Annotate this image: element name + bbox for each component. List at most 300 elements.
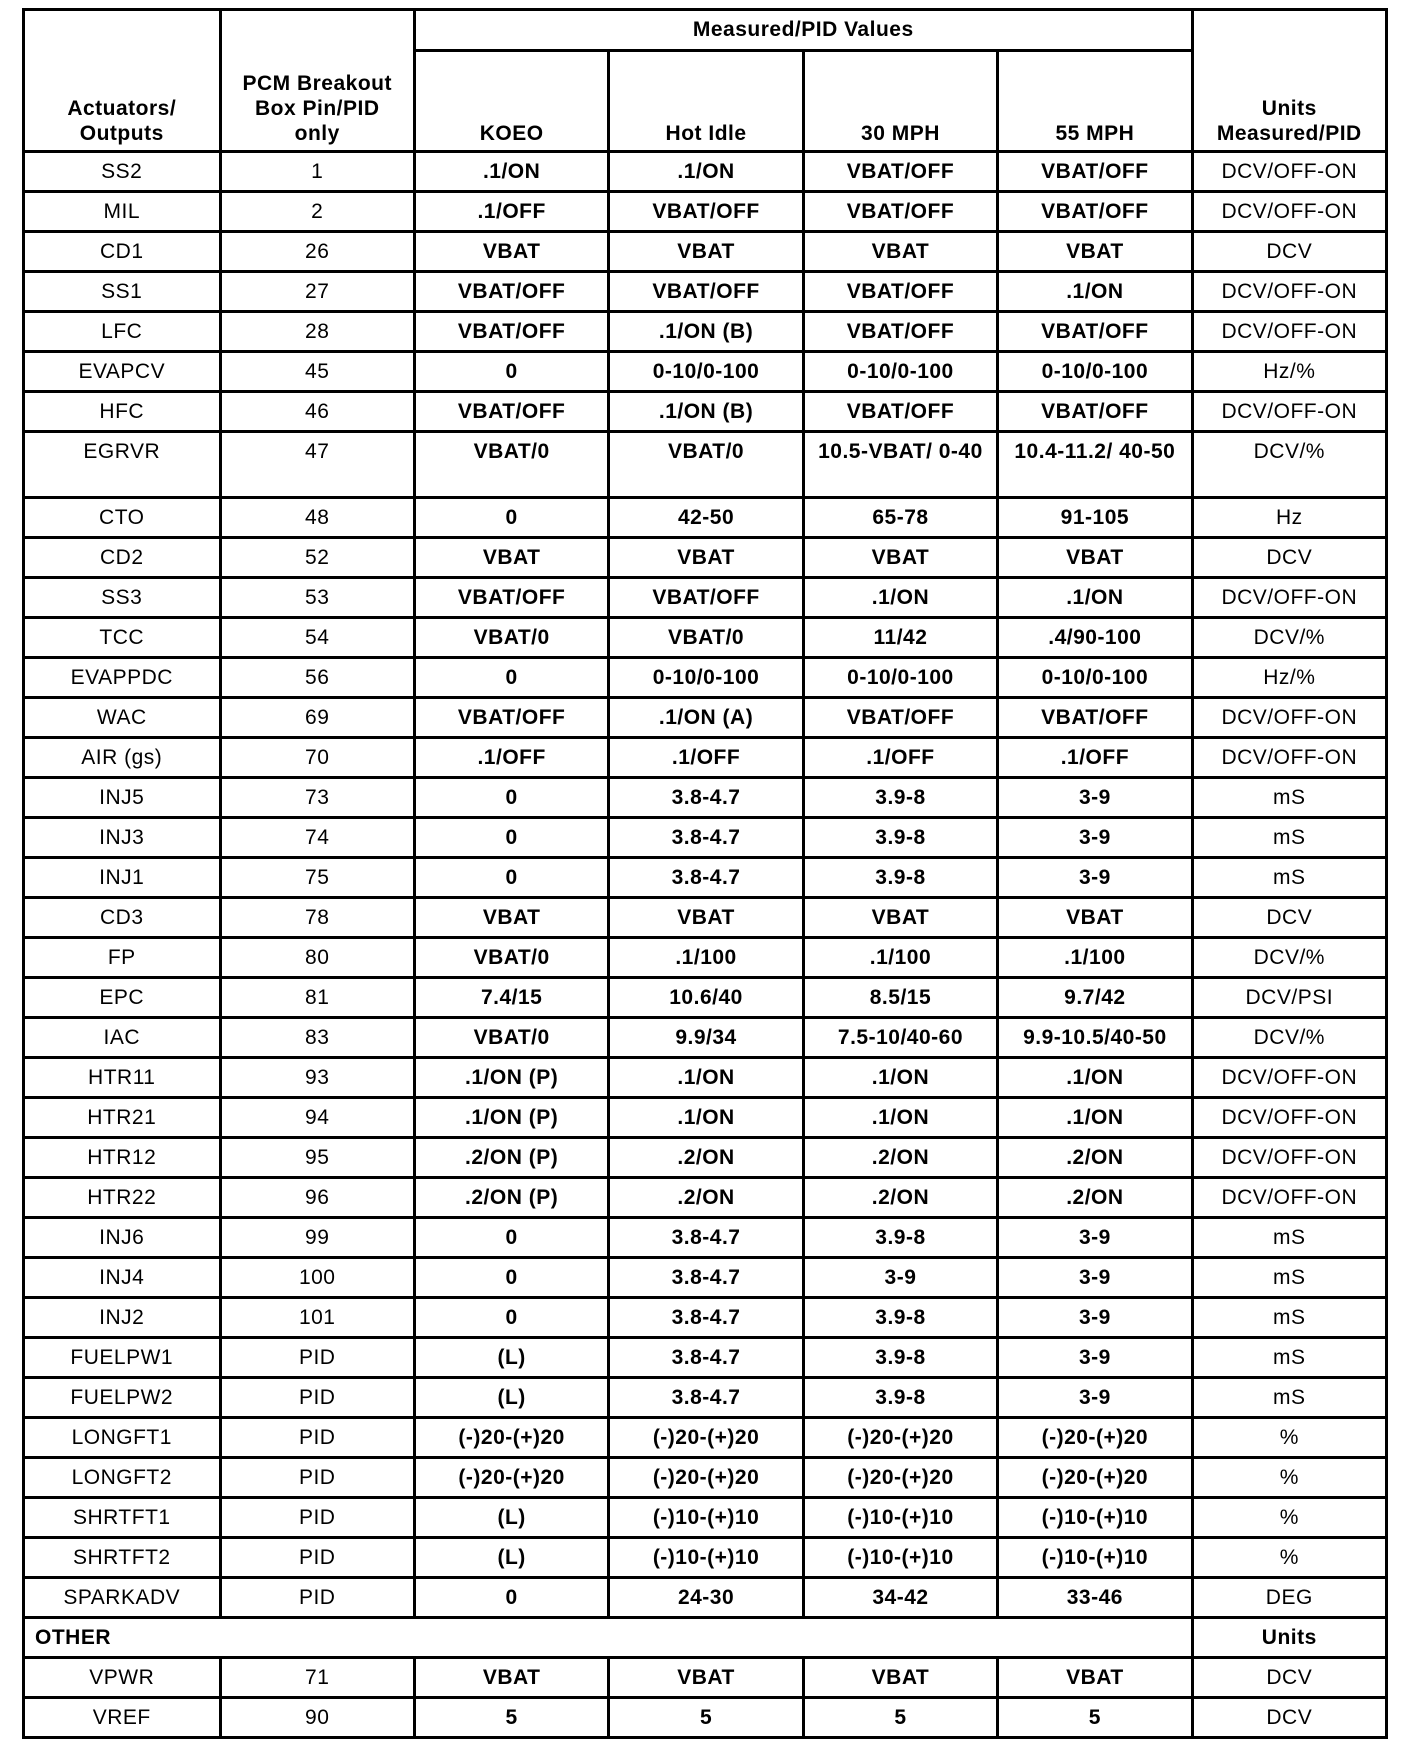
cell-pin: 95 [220, 1138, 414, 1178]
cell-55-mph: .1/OFF [998, 738, 1192, 778]
cell-30-mph: 10.5-VBAT/ 0-40 [803, 432, 997, 498]
table-row [24, 1538, 1387, 1578]
table-row [24, 352, 1387, 392]
cell-actuator: AIR (gs) [24, 738, 221, 778]
cell-actuator: WAC [24, 698, 221, 738]
cell-55-mph: VBAT [998, 232, 1192, 272]
cell-koeo: VBAT/OFF [414, 392, 608, 432]
table-row [24, 938, 1387, 978]
cell-30-mph: 3.9-8 [803, 858, 997, 898]
cell-55-mph: 0-10/0-100 [998, 352, 1192, 392]
cell-units: mS [1192, 858, 1386, 898]
cell-hot-idle: VBAT [609, 232, 803, 272]
cell-pin: 96 [220, 1178, 414, 1218]
cell-koeo: VBAT/OFF [414, 312, 608, 352]
cell-pin: 1 [220, 152, 414, 192]
table-row [24, 1058, 1387, 1098]
cell-actuator: HFC [24, 392, 221, 432]
cell-pin: 80 [220, 938, 414, 978]
table-row [24, 1658, 1387, 1698]
cell-30-mph: VBAT [803, 898, 997, 938]
cell-55-mph: 3-9 [998, 1338, 1192, 1378]
cell-units: mS [1192, 1378, 1386, 1418]
table-row [24, 392, 1387, 432]
table-row [24, 538, 1387, 578]
table-header [24, 10, 1387, 152]
cell-koeo: 0 [414, 858, 608, 898]
cell-actuator: EVAPPDC [24, 658, 221, 698]
cell-koeo: VBAT [414, 898, 608, 938]
cell-hot-idle: 3.8-4.7 [609, 778, 803, 818]
table-row [24, 738, 1387, 778]
cell-30-mph: (-)20-(+)20 [803, 1418, 997, 1458]
table-row [24, 1018, 1387, 1058]
cell-actuator: MIL [24, 192, 221, 232]
cell-units: DEG [1192, 1578, 1386, 1618]
cell-units: DCV/OFF-ON [1192, 192, 1386, 232]
cell-pin: 71 [220, 1658, 414, 1698]
cell-30-mph: VBAT [803, 232, 997, 272]
cell-30-mph: 11/42 [803, 618, 997, 658]
table-row [24, 152, 1387, 192]
table-row [24, 232, 1387, 272]
cell-55-mph: 0-10/0-100 [998, 658, 1192, 698]
header-55-mph: 55 MPH [998, 51, 1192, 152]
table-row [24, 1338, 1387, 1378]
header-30-mph: 30 MPH [803, 51, 997, 152]
cell-actuator: INJ2 [24, 1298, 221, 1338]
cell-30-mph: 65-78 [803, 498, 997, 538]
cell-30-mph: 3.9-8 [803, 818, 997, 858]
cell-koeo: (L) [414, 1338, 608, 1378]
cell-55-mph: (-)20-(+)20 [998, 1418, 1192, 1458]
table-row [24, 272, 1387, 312]
cell-units: DCV/OFF-ON [1192, 578, 1386, 618]
cell-units: % [1192, 1458, 1386, 1498]
other-label: OTHER [24, 1618, 1193, 1658]
cell-actuator: LONGFT2 [24, 1458, 221, 1498]
cell-koeo: VBAT/0 [414, 432, 608, 498]
cell-pin: 53 [220, 578, 414, 618]
cell-units: % [1192, 1538, 1386, 1578]
cell-actuator: HTR11 [24, 1058, 221, 1098]
cell-pin: 99 [220, 1218, 414, 1258]
cell-units: DCV/OFF-ON [1192, 1178, 1386, 1218]
cell-koeo: (L) [414, 1538, 608, 1578]
cell-55-mph: .2/ON [998, 1178, 1192, 1218]
cell-pin: PID [220, 1498, 414, 1538]
cell-koeo: 0 [414, 352, 608, 392]
cell-55-mph: 10.4-11.2/ 40-50 [998, 432, 1192, 498]
cell-hot-idle: 5 [609, 1698, 803, 1738]
cell-pin: 26 [220, 232, 414, 272]
cell-pin: 27 [220, 272, 414, 312]
cell-55-mph: .1/100 [998, 938, 1192, 978]
pcm-reference-table [22, 8, 1388, 1739]
cell-30-mph: .1/ON [803, 578, 997, 618]
cell-pin: PID [220, 1458, 414, 1498]
cell-koeo: VBAT/0 [414, 618, 608, 658]
cell-pin: 73 [220, 778, 414, 818]
table-row [24, 658, 1387, 698]
cell-units: DCV/OFF-ON [1192, 152, 1386, 192]
cell-hot-idle: VBAT [609, 1658, 803, 1698]
cell-units: mS [1192, 818, 1386, 858]
cell-koeo: 0 [414, 1218, 608, 1258]
table-row [24, 1298, 1387, 1338]
cell-actuator: EGRVR [24, 432, 221, 498]
cell-pin: 78 [220, 898, 414, 938]
cell-hot-idle: .1/OFF [609, 738, 803, 778]
cell-units: DCV/% [1192, 432, 1386, 498]
cell-55-mph: .4/90-100 [998, 618, 1192, 658]
table-row [24, 818, 1387, 858]
cell-actuator: IAC [24, 1018, 221, 1058]
cell-55-mph: VBAT/OFF [998, 192, 1192, 232]
cell-hot-idle: 3.8-4.7 [609, 1338, 803, 1378]
cell-koeo: (L) [414, 1498, 608, 1538]
cell-30-mph: 3-9 [803, 1258, 997, 1298]
cell-units: DCV/% [1192, 618, 1386, 658]
table-row [24, 1218, 1387, 1258]
cell-hot-idle: 24-30 [609, 1578, 803, 1618]
cell-55-mph: .1/ON [998, 1058, 1192, 1098]
cell-koeo: .1/ON [414, 152, 608, 192]
cell-hot-idle: VBAT/0 [609, 432, 803, 498]
cell-hot-idle: .1/ON (A) [609, 698, 803, 738]
cell-hot-idle: VBAT/OFF [609, 192, 803, 232]
header-measured-group: Measured/PID Values [414, 10, 1192, 51]
cell-units: DCV [1192, 1658, 1386, 1698]
table-row [24, 698, 1387, 738]
table-body [24, 152, 1387, 1618]
cell-30-mph: 3.9-8 [803, 1218, 997, 1258]
table-row [24, 1378, 1387, 1418]
cell-units: DCV/PSI [1192, 978, 1386, 1018]
header-pcm-pin: PCM Breakout Box Pin/PID only [220, 10, 414, 152]
cell-hot-idle: VBAT/0 [609, 618, 803, 658]
cell-55-mph: 3-9 [998, 1298, 1192, 1338]
cell-30-mph: (-)10-(+)10 [803, 1498, 997, 1538]
cell-koeo: 0 [414, 818, 608, 858]
table-row [24, 1498, 1387, 1538]
cell-actuator: INJ5 [24, 778, 221, 818]
cell-30-mph: VBAT/OFF [803, 192, 997, 232]
other-header-row [24, 1618, 1387, 1658]
cell-pin: 94 [220, 1098, 414, 1138]
cell-koeo: 0 [414, 1298, 608, 1338]
cell-actuator: HTR21 [24, 1098, 221, 1138]
cell-koeo: .2/ON (P) [414, 1138, 608, 1178]
cell-koeo: VBAT/OFF [414, 698, 608, 738]
cell-pin: 81 [220, 978, 414, 1018]
cell-hot-idle: .1/100 [609, 938, 803, 978]
cell-koeo: .1/OFF [414, 192, 608, 232]
cell-units: % [1192, 1498, 1386, 1538]
cell-55-mph: VBAT/OFF [998, 312, 1192, 352]
cell-hot-idle: .1/ON [609, 152, 803, 192]
cell-koeo: VBAT/0 [414, 938, 608, 978]
table-row [24, 578, 1387, 618]
cell-hot-idle: 3.8-4.7 [609, 1378, 803, 1418]
cell-30-mph: VBAT/OFF [803, 312, 997, 352]
table-row [24, 1418, 1387, 1458]
cell-hot-idle: 10.6/40 [609, 978, 803, 1018]
cell-units: mS [1192, 1298, 1386, 1338]
cell-30-mph: VBAT [803, 538, 997, 578]
cell-30-mph: 3.9-8 [803, 1378, 997, 1418]
table-row [24, 618, 1387, 658]
cell-30-mph: 3.9-8 [803, 1298, 997, 1338]
cell-units: Hz [1192, 498, 1386, 538]
cell-actuator: SHRTFT1 [24, 1498, 221, 1538]
cell-actuator: HTR22 [24, 1178, 221, 1218]
table-row [24, 1098, 1387, 1138]
cell-30-mph: .1/ON [803, 1098, 997, 1138]
table-row [24, 312, 1387, 352]
cell-actuator: SS2 [24, 152, 221, 192]
cell-units: Hz/% [1192, 352, 1386, 392]
cell-30-mph: .2/ON [803, 1138, 997, 1178]
table-row [24, 498, 1387, 538]
header-units: Units Measured/PID [1192, 10, 1386, 152]
cell-hot-idle: 3.8-4.7 [609, 1218, 803, 1258]
other-units-label: Units [1192, 1618, 1386, 1658]
cell-30-mph: .1/ON [803, 1058, 997, 1098]
cell-units: DCV [1192, 1698, 1386, 1738]
cell-hot-idle: (-)20-(+)20 [609, 1458, 803, 1498]
cell-units: DCV/OFF-ON [1192, 1058, 1386, 1098]
cell-koeo: (-)20-(+)20 [414, 1458, 608, 1498]
cell-pin: PID [220, 1338, 414, 1378]
cell-units: DCV [1192, 898, 1386, 938]
cell-55-mph: VBAT/OFF [998, 698, 1192, 738]
cell-30-mph: VBAT/OFF [803, 698, 997, 738]
cell-55-mph: 91-105 [998, 498, 1192, 538]
cell-55-mph: 3-9 [998, 778, 1192, 818]
cell-30-mph: VBAT/OFF [803, 272, 997, 312]
cell-30-mph: 0-10/0-100 [803, 658, 997, 698]
cell-koeo: VBAT/0 [414, 1018, 608, 1058]
cell-actuator: INJ6 [24, 1218, 221, 1258]
cell-hot-idle: .2/ON [609, 1138, 803, 1178]
cell-actuator: SPARKADV [24, 1578, 221, 1618]
cell-units: DCV/OFF-ON [1192, 698, 1386, 738]
cell-units: mS [1192, 1338, 1386, 1378]
cell-actuator: FP [24, 938, 221, 978]
table-row [24, 432, 1387, 498]
cell-units: DCV [1192, 538, 1386, 578]
cell-koeo: .1/ON (P) [414, 1098, 608, 1138]
cell-hot-idle: .1/ON [609, 1098, 803, 1138]
cell-units: mS [1192, 1258, 1386, 1298]
cell-pin: 28 [220, 312, 414, 352]
cell-55-mph: .1/ON [998, 272, 1192, 312]
cell-units: mS [1192, 778, 1386, 818]
cell-pin: 56 [220, 658, 414, 698]
cell-actuator: CD3 [24, 898, 221, 938]
cell-hot-idle: (-)20-(+)20 [609, 1418, 803, 1458]
cell-pin: 45 [220, 352, 414, 392]
cell-units: DCV/OFF-ON [1192, 1138, 1386, 1178]
cell-hot-idle: 9.9/34 [609, 1018, 803, 1058]
cell-30-mph: 34-42 [803, 1578, 997, 1618]
cell-55-mph: .1/ON [998, 578, 1192, 618]
cell-actuator: CD1 [24, 232, 221, 272]
table-row [24, 778, 1387, 818]
cell-pin: PID [220, 1578, 414, 1618]
cell-55-mph: .1/ON [998, 1098, 1192, 1138]
cell-55-mph: (-)20-(+)20 [998, 1458, 1192, 1498]
cell-55-mph: (-)10-(+)10 [998, 1538, 1192, 1578]
header-actuators: Actuators/ Outputs [24, 10, 221, 152]
cell-pin: 2 [220, 192, 414, 232]
cell-units: DCV/OFF-ON [1192, 392, 1386, 432]
cell-koeo: (L) [414, 1378, 608, 1418]
cell-actuator: TCC [24, 618, 221, 658]
cell-55-mph: VBAT/OFF [998, 392, 1192, 432]
cell-55-mph: VBAT [998, 898, 1192, 938]
other-section [24, 1618, 1387, 1738]
cell-actuator: INJ4 [24, 1258, 221, 1298]
table-row [24, 858, 1387, 898]
cell-hot-idle: (-)10-(+)10 [609, 1538, 803, 1578]
cell-actuator: SHRTFT2 [24, 1538, 221, 1578]
table-row [24, 1698, 1387, 1738]
cell-actuator: LONGFT1 [24, 1418, 221, 1458]
cell-koeo: .2/ON (P) [414, 1178, 608, 1218]
table-row [24, 1178, 1387, 1218]
cell-55-mph: 3-9 [998, 818, 1192, 858]
cell-hot-idle: 3.8-4.7 [609, 818, 803, 858]
cell-koeo: .1/OFF [414, 738, 608, 778]
cell-hot-idle: 3.8-4.7 [609, 1298, 803, 1338]
cell-55-mph: 9.9-10.5/40-50 [998, 1018, 1192, 1058]
cell-30-mph: VBAT/OFF [803, 392, 997, 432]
cell-30-mph: .1/100 [803, 938, 997, 978]
cell-actuator: LFC [24, 312, 221, 352]
table-row [24, 898, 1387, 938]
cell-pin: 101 [220, 1298, 414, 1338]
cell-55-mph: 5 [998, 1698, 1192, 1738]
cell-pin: PID [220, 1378, 414, 1418]
cell-hot-idle: VBAT/OFF [609, 578, 803, 618]
cell-55-mph: VBAT [998, 1658, 1192, 1698]
table-row [24, 1258, 1387, 1298]
cell-pin: 70 [220, 738, 414, 778]
cell-units: DCV/% [1192, 1018, 1386, 1058]
cell-55-mph: (-)10-(+)10 [998, 1498, 1192, 1538]
table-row [24, 192, 1387, 232]
cell-pin: 93 [220, 1058, 414, 1098]
cell-units: DCV/OFF-ON [1192, 272, 1386, 312]
cell-30-mph: 0-10/0-100 [803, 352, 997, 392]
cell-55-mph: 9.7/42 [998, 978, 1192, 1018]
cell-30-mph: .1/OFF [803, 738, 997, 778]
cell-pin: 90 [220, 1698, 414, 1738]
cell-units: DCV/OFF-ON [1192, 738, 1386, 778]
cell-koeo: VBAT/OFF [414, 578, 608, 618]
cell-pin: 52 [220, 538, 414, 578]
cell-30-mph: (-)20-(+)20 [803, 1458, 997, 1498]
cell-actuator: HTR12 [24, 1138, 221, 1178]
cell-55-mph: VBAT/OFF [998, 152, 1192, 192]
cell-koeo: VBAT [414, 538, 608, 578]
cell-30-mph: 3.9-8 [803, 778, 997, 818]
cell-koeo: 0 [414, 498, 608, 538]
cell-55-mph: 3-9 [998, 1258, 1192, 1298]
header-hot-idle: Hot Idle [609, 51, 803, 152]
cell-hot-idle: VBAT [609, 538, 803, 578]
cell-55-mph: .2/ON [998, 1138, 1192, 1178]
table-row [24, 1578, 1387, 1618]
header-koeo: KOEO [414, 51, 608, 152]
cell-koeo: 7.4/15 [414, 978, 608, 1018]
cell-30-mph: 7.5-10/40-60 [803, 1018, 997, 1058]
cell-55-mph: VBAT [998, 538, 1192, 578]
cell-30-mph: 8.5/15 [803, 978, 997, 1018]
cell-actuator: SS1 [24, 272, 221, 312]
cell-koeo: 0 [414, 778, 608, 818]
table-row [24, 978, 1387, 1018]
cell-koeo: 0 [414, 1578, 608, 1618]
cell-hot-idle: .1/ON (B) [609, 312, 803, 352]
cell-actuator: INJ1 [24, 858, 221, 898]
cell-actuator: FUELPW1 [24, 1338, 221, 1378]
table-row [24, 1138, 1387, 1178]
cell-actuator: CD2 [24, 538, 221, 578]
cell-koeo: (-)20-(+)20 [414, 1418, 608, 1458]
cell-pin: 74 [220, 818, 414, 858]
cell-actuator: EPC [24, 978, 221, 1018]
cell-55-mph: 3-9 [998, 1378, 1192, 1418]
cell-30-mph: 3.9-8 [803, 1338, 997, 1378]
cell-30-mph: .2/ON [803, 1178, 997, 1218]
cell-hot-idle: 42-50 [609, 498, 803, 538]
cell-actuator: VREF [24, 1698, 221, 1738]
cell-pin: 83 [220, 1018, 414, 1058]
cell-hot-idle: (-)10-(+)10 [609, 1498, 803, 1538]
cell-30-mph: 5 [803, 1698, 997, 1738]
cell-30-mph: VBAT [803, 1658, 997, 1698]
cell-55-mph: 33-46 [998, 1578, 1192, 1618]
cell-hot-idle: 0-10/0-100 [609, 352, 803, 392]
cell-units: DCV [1192, 232, 1386, 272]
cell-koeo: 0 [414, 658, 608, 698]
pcm-reference-table-container [22, 8, 1388, 1739]
cell-units: DCV/OFF-ON [1192, 312, 1386, 352]
cell-actuator: SS3 [24, 578, 221, 618]
cell-units: Hz/% [1192, 658, 1386, 698]
cell-pin: 69 [220, 698, 414, 738]
cell-hot-idle: VBAT [609, 898, 803, 938]
cell-actuator: VPWR [24, 1658, 221, 1698]
cell-30-mph: VBAT/OFF [803, 152, 997, 192]
cell-koeo: 0 [414, 1258, 608, 1298]
cell-hot-idle: 3.8-4.7 [609, 858, 803, 898]
cell-hot-idle: 0-10/0-100 [609, 658, 803, 698]
cell-pin: PID [220, 1418, 414, 1458]
cell-actuator: CTO [24, 498, 221, 538]
cell-hot-idle: VBAT/OFF [609, 272, 803, 312]
cell-hot-idle: .2/ON [609, 1178, 803, 1218]
cell-pin: 75 [220, 858, 414, 898]
cell-koeo: VBAT [414, 232, 608, 272]
cell-30-mph: (-)10-(+)10 [803, 1538, 997, 1578]
cell-pin: 48 [220, 498, 414, 538]
cell-pin: 100 [220, 1258, 414, 1298]
cell-koeo: 5 [414, 1698, 608, 1738]
